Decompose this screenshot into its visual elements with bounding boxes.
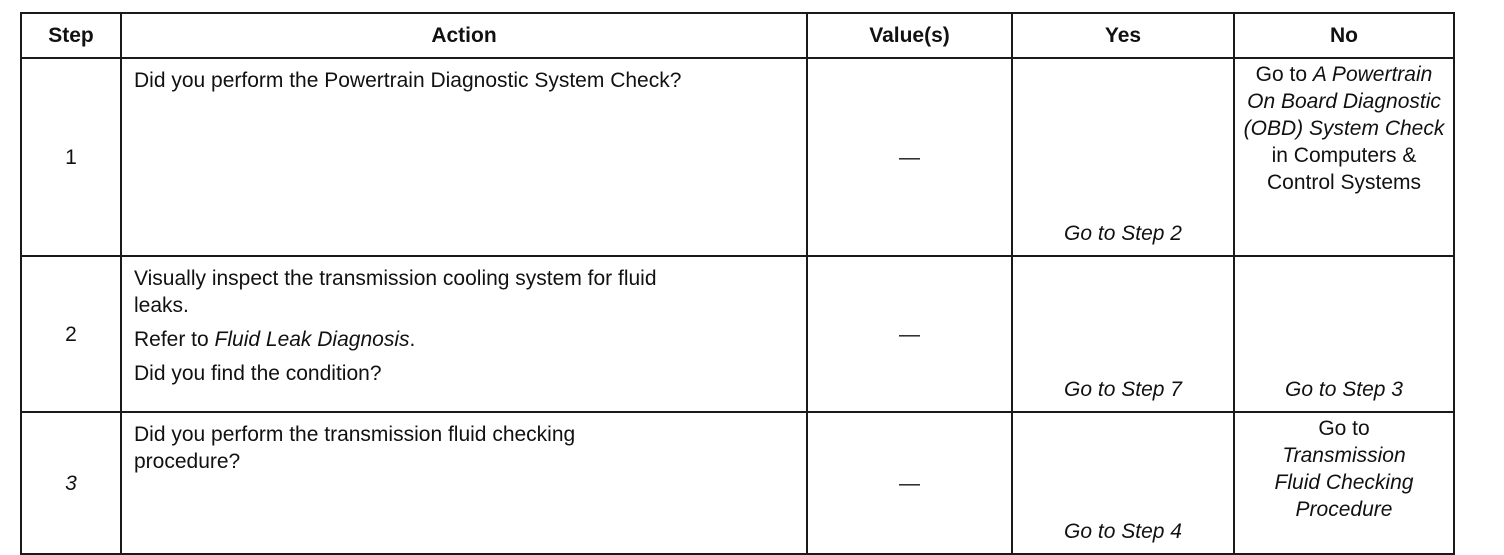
yes-cell: [1012, 412, 1234, 554]
no-cell: [1234, 412, 1454, 554]
header-action: Action: [121, 13, 807, 58]
table-row: [21, 256, 1454, 412]
action-text: Did you perform the Powertrain Diagnostic System Check?: [134, 69, 682, 92]
no-cell: [1234, 58, 1454, 256]
header-row: [21, 13, 1454, 58]
table-row: [21, 412, 1454, 554]
header-yes: Yes: [1012, 13, 1234, 58]
no-suffix: in Computers & Control Systems: [1266, 144, 1422, 194]
no-link[interactable]: Transmission Fluid Checking Procedure: [1274, 444, 1414, 521]
no-prefix: Go to: [1255, 63, 1313, 86]
yes-cell: [1012, 256, 1234, 412]
step-number: 2: [21, 256, 121, 412]
action-text: Did you perform the transmission fluid checking procedure?: [134, 423, 576, 473]
no-prefix: Go to: [1318, 417, 1370, 440]
action-refer: Refer to Fluid Leak Diagnosis.: [134, 328, 416, 351]
yes-cell: [1012, 58, 1234, 256]
yes-link[interactable]: Go to Step 7: [1064, 378, 1182, 401]
table-row: [21, 58, 1454, 256]
header-values: Value(s): [807, 13, 1012, 58]
yes-link[interactable]: Go to Step 2: [1064, 222, 1182, 245]
header-step: Step: [21, 13, 121, 58]
no-cell: [1234, 256, 1454, 412]
no-link[interactable]: A Powertrain On Board Diagnostic (OBD) System Check: [1243, 63, 1445, 140]
diagnostic-table: [20, 12, 1455, 555]
action-text: Visually inspect the transmission cooling system for fluid leaks.: [134, 267, 657, 317]
action-cell: [121, 58, 807, 256]
value-cell: —: [807, 412, 1012, 554]
action-cell: [121, 256, 807, 412]
yes-link[interactable]: Go to Step 4: [1064, 520, 1182, 543]
action-cell: [121, 412, 807, 554]
step-number: 3: [21, 412, 121, 554]
value-cell: —: [807, 256, 1012, 412]
refer-link[interactable]: Fluid Leak Diagnosis: [214, 328, 410, 351]
no-link[interactable]: Go to Step 3: [1285, 378, 1403, 401]
step-number: 1: [21, 58, 121, 256]
header-no: No: [1234, 13, 1454, 58]
value-cell: —: [807, 58, 1012, 256]
action-question: Did you find the condition?: [134, 362, 382, 385]
